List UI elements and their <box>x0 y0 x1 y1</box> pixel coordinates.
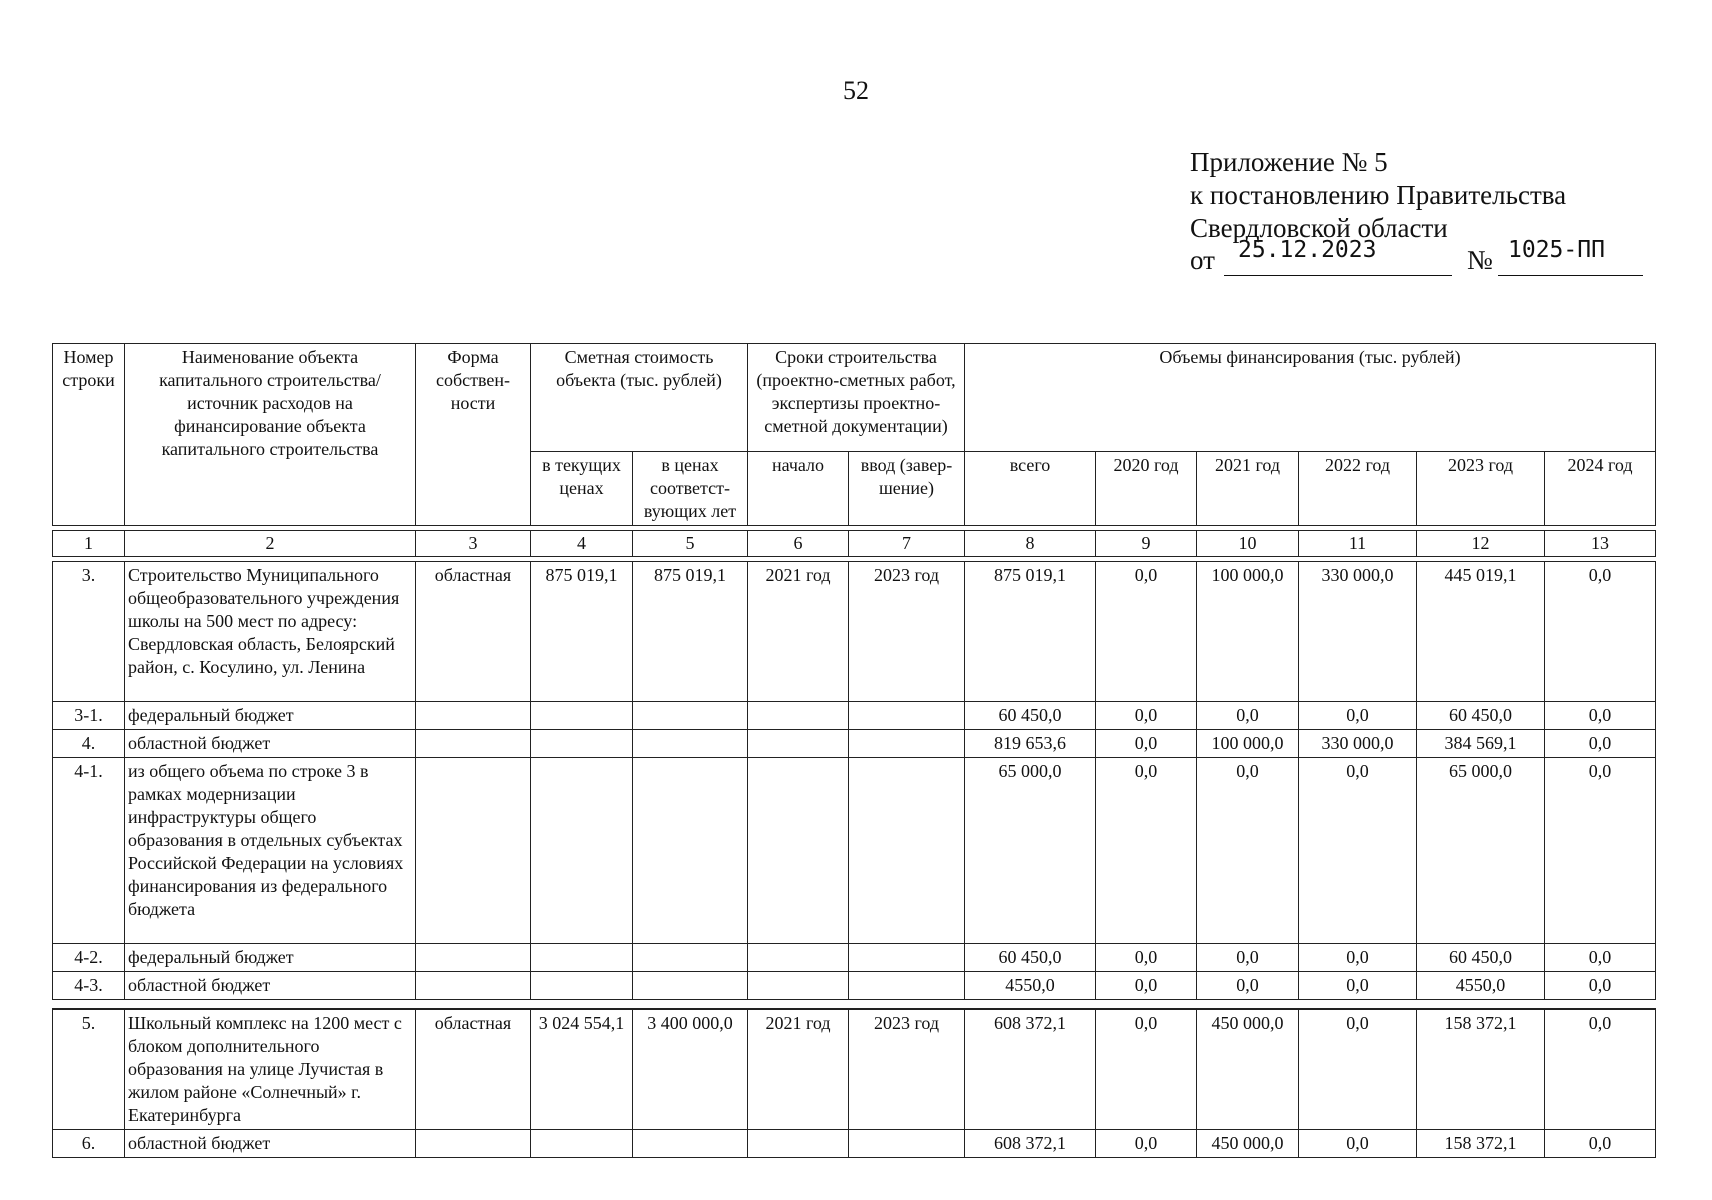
cell-total: 60 450,0 <box>965 944 1096 972</box>
cell-completion: 2023 год <box>849 1009 965 1130</box>
cell-object-name: из общего объема по строке 3 в рамках модернизации инфраструктуры общего образования в отдельных субъектах Российской Федерации на условиях финансирования из федерального бюджета <box>125 758 416 944</box>
cell-start <box>748 944 849 972</box>
cell-total: 608 372,1 <box>965 1130 1096 1158</box>
cell-object-name: федеральный бюджет <box>125 944 416 972</box>
table-row <box>53 972 1656 1000</box>
cell-row-number: 4-1. <box>53 758 125 944</box>
header-2022: 2022 год <box>1299 452 1417 526</box>
financing-table <box>52 343 1656 1158</box>
cell-cost-years: 3 400 000,0 <box>633 1009 748 1130</box>
cell-2022: 0,0 <box>1299 944 1417 972</box>
cell-2024: 0,0 <box>1545 758 1656 944</box>
cell-2023: 60 450,0 <box>1417 702 1545 730</box>
cell-start <box>748 972 849 1000</box>
table-row <box>53 702 1656 730</box>
column-number: 12 <box>1417 531 1545 557</box>
cell-ownership <box>416 702 531 730</box>
cell-2024: 0,0 <box>1545 730 1656 758</box>
cell-cost-current <box>531 758 633 944</box>
cell-total: 65 000,0 <box>965 758 1096 944</box>
header-start: начало <box>748 452 849 526</box>
cell-2023: 4550,0 <box>1417 972 1545 1000</box>
cell-2020: 0,0 <box>1096 562 1197 702</box>
cell-2022: 0,0 <box>1299 972 1417 1000</box>
cell-ownership <box>416 972 531 1000</box>
cell-object-name: федеральный бюджет <box>125 702 416 730</box>
header-ownership: Форма собствен- ности <box>416 344 531 526</box>
cell-total: 608 372,1 <box>965 1009 1096 1130</box>
cell-2024: 0,0 <box>1545 702 1656 730</box>
header-financing: Объемы финансирования (тыс. рублей) <box>965 344 1656 452</box>
cell-2023: 445 019,1 <box>1417 562 1545 702</box>
cell-object-name: Школьный комплекс на 1200 мест с блоком дополнительного образования на улице Лучистая в жилом районе «Солнечный» г. Екатеринбурга <box>125 1009 416 1130</box>
cell-row-number: 4. <box>53 730 125 758</box>
column-number: 6 <box>748 531 849 557</box>
column-number: 5 <box>633 531 748 557</box>
appendix-region: Свердловской области <box>1190 213 1448 243</box>
appendix-resolution: к постановлению Правительства <box>1190 180 1567 210</box>
cell-2024: 0,0 <box>1545 972 1656 1000</box>
cell-2021: 0,0 <box>1197 972 1299 1000</box>
column-number: 10 <box>1197 531 1299 557</box>
cell-start <box>748 702 849 730</box>
header-2021: 2021 год <box>1197 452 1299 526</box>
cell-object-name: областной бюджет <box>125 730 416 758</box>
cell-cost-years <box>633 944 748 972</box>
cell-2021: 100 000,0 <box>1197 562 1299 702</box>
cell-2023: 65 000,0 <box>1417 758 1545 944</box>
cell-row-number: 3-1. <box>53 702 125 730</box>
cell-2021: 0,0 <box>1197 702 1299 730</box>
header-2023: 2023 год <box>1417 452 1545 526</box>
cell-start <box>748 730 849 758</box>
table-row <box>53 944 1656 972</box>
cell-cost-current: 875 019,1 <box>531 562 633 702</box>
column-number: 4 <box>531 531 633 557</box>
cell-row-number: 5. <box>53 1009 125 1130</box>
cell-ownership: областная <box>416 1009 531 1130</box>
cell-cost-years <box>633 972 748 1000</box>
cell-ownership <box>416 730 531 758</box>
cell-2020: 0,0 <box>1096 972 1197 1000</box>
cell-2022: 0,0 <box>1299 1009 1417 1130</box>
cell-2022: 0,0 <box>1299 1130 1417 1158</box>
cell-object-name: областной бюджет <box>125 1130 416 1158</box>
column-number: 7 <box>849 531 965 557</box>
cell-ownership <box>416 944 531 972</box>
cell-completion <box>849 944 965 972</box>
cell-completion <box>849 730 965 758</box>
cell-cost-current <box>531 972 633 1000</box>
cell-cost-years <box>633 758 748 944</box>
cell-2022: 0,0 <box>1299 702 1417 730</box>
cell-cost-current: 3 024 554,1 <box>531 1009 633 1130</box>
date-label: от <box>1190 245 1215 275</box>
cell-completion <box>849 1130 965 1158</box>
cell-row-number: 4-3. <box>53 972 125 1000</box>
cell-cost-current <box>531 944 633 972</box>
header-object-name: Наименование объекта капитального строительства/ источник расходов на финансирование объекта капитального строительства <box>125 344 416 526</box>
column-number: 11 <box>1299 531 1417 557</box>
cell-start <box>748 758 849 944</box>
header-respective-prices: в ценах соответст- вующих лет <box>633 452 748 526</box>
cell-start: 2021 год <box>748 562 849 702</box>
cell-ownership <box>416 758 531 944</box>
column-number: 9 <box>1096 531 1197 557</box>
cell-2021: 0,0 <box>1197 758 1299 944</box>
cell-total: 60 450,0 <box>965 702 1096 730</box>
date-value: 25.12.2023 <box>1238 237 1377 263</box>
cell-2024: 0,0 <box>1545 1009 1656 1130</box>
cell-cost-current <box>531 1130 633 1158</box>
cell-2020: 0,0 <box>1096 944 1197 972</box>
cell-2020: 0,0 <box>1096 758 1197 944</box>
cell-ownership: областная <box>416 562 531 702</box>
cell-2020: 0,0 <box>1096 1009 1197 1130</box>
cell-2021: 450 000,0 <box>1197 1009 1299 1130</box>
column-number: 1 <box>53 531 125 557</box>
date-underline <box>1224 275 1452 276</box>
appendix-heading <box>1190 146 1566 245</box>
cell-ownership <box>416 1130 531 1158</box>
appendix-title: Приложение № 5 <box>1190 147 1388 177</box>
cell-2022: 330 000,0 <box>1299 562 1417 702</box>
table-row <box>53 562 1656 702</box>
cell-2020: 0,0 <box>1096 702 1197 730</box>
cell-row-number: 4-2. <box>53 944 125 972</box>
cell-2023: 158 372,1 <box>1417 1009 1545 1130</box>
cell-completion <box>849 702 965 730</box>
cell-2024: 0,0 <box>1545 1130 1656 1158</box>
cell-object-name: областной бюджет <box>125 972 416 1000</box>
cell-2020: 0,0 <box>1096 1130 1197 1158</box>
column-number: 13 <box>1545 531 1656 557</box>
cell-completion <box>849 972 965 1000</box>
cell-2024: 0,0 <box>1545 944 1656 972</box>
cell-completion: 2023 год <box>849 562 965 702</box>
cell-2023: 158 372,1 <box>1417 1130 1545 1158</box>
cell-total: 875 019,1 <box>965 562 1096 702</box>
header-2024: 2024 год <box>1545 452 1656 526</box>
column-number-row <box>53 531 1656 557</box>
cell-start: 2021 год <box>748 1009 849 1130</box>
cell-cost-years <box>633 1130 748 1158</box>
header-2020: 2020 год <box>1096 452 1197 526</box>
cell-2023: 60 450,0 <box>1417 944 1545 972</box>
number-value: 1025-ПП <box>1508 237 1605 263</box>
header-construction-period: Сроки строительства (проектно-сметных работ, экспертизы проектно-сметной документации) <box>748 344 965 452</box>
table-row <box>53 730 1656 758</box>
header-current-prices: в текущих ценах <box>531 452 633 526</box>
cell-cost-years <box>633 702 748 730</box>
header-row-number: Номер строки <box>53 344 125 526</box>
table-row <box>53 758 1656 944</box>
cell-cost-current <box>531 702 633 730</box>
cell-2021: 0,0 <box>1197 944 1299 972</box>
cell-2022: 330 000,0 <box>1299 730 1417 758</box>
header-total: всего <box>965 452 1096 526</box>
cell-2023: 384 569,1 <box>1417 730 1545 758</box>
cell-2024: 0,0 <box>1545 562 1656 702</box>
cell-cost-current <box>531 730 633 758</box>
cell-2021: 450 000,0 <box>1197 1130 1299 1158</box>
cell-start <box>748 1130 849 1158</box>
cell-2020: 0,0 <box>1096 730 1197 758</box>
cell-2022: 0,0 <box>1299 758 1417 944</box>
cell-cost-years: 875 019,1 <box>633 562 748 702</box>
cell-total: 4550,0 <box>965 972 1096 1000</box>
header-row-top <box>53 344 1656 452</box>
column-number: 2 <box>125 531 416 557</box>
cell-cost-years <box>633 730 748 758</box>
table-row <box>53 1009 1656 1130</box>
number-label: № <box>1467 245 1493 275</box>
cell-2021: 100 000,0 <box>1197 730 1299 758</box>
cell-completion <box>849 758 965 944</box>
cell-row-number: 6. <box>53 1130 125 1158</box>
column-number: 3 <box>416 531 531 557</box>
cell-object-name: Строительство Муниципального общеобразовательного учреждения школы на 500 мест по адресу: Свердловская область, Белоярский район, с. Косулино, ул. Ленина <box>125 562 416 702</box>
page-number: 52 <box>843 76 869 105</box>
column-number: 8 <box>965 531 1096 557</box>
cell-total: 819 653,6 <box>965 730 1096 758</box>
table-row <box>53 1130 1656 1158</box>
spacer-row <box>53 1000 1656 1010</box>
number-underline <box>1498 275 1643 276</box>
header-completion: ввод (завер- шение) <box>849 452 965 526</box>
header-estimated-cost: Сметная стоимость объекта (тыс. рублей) <box>531 344 748 452</box>
cell-row-number: 3. <box>53 562 125 702</box>
